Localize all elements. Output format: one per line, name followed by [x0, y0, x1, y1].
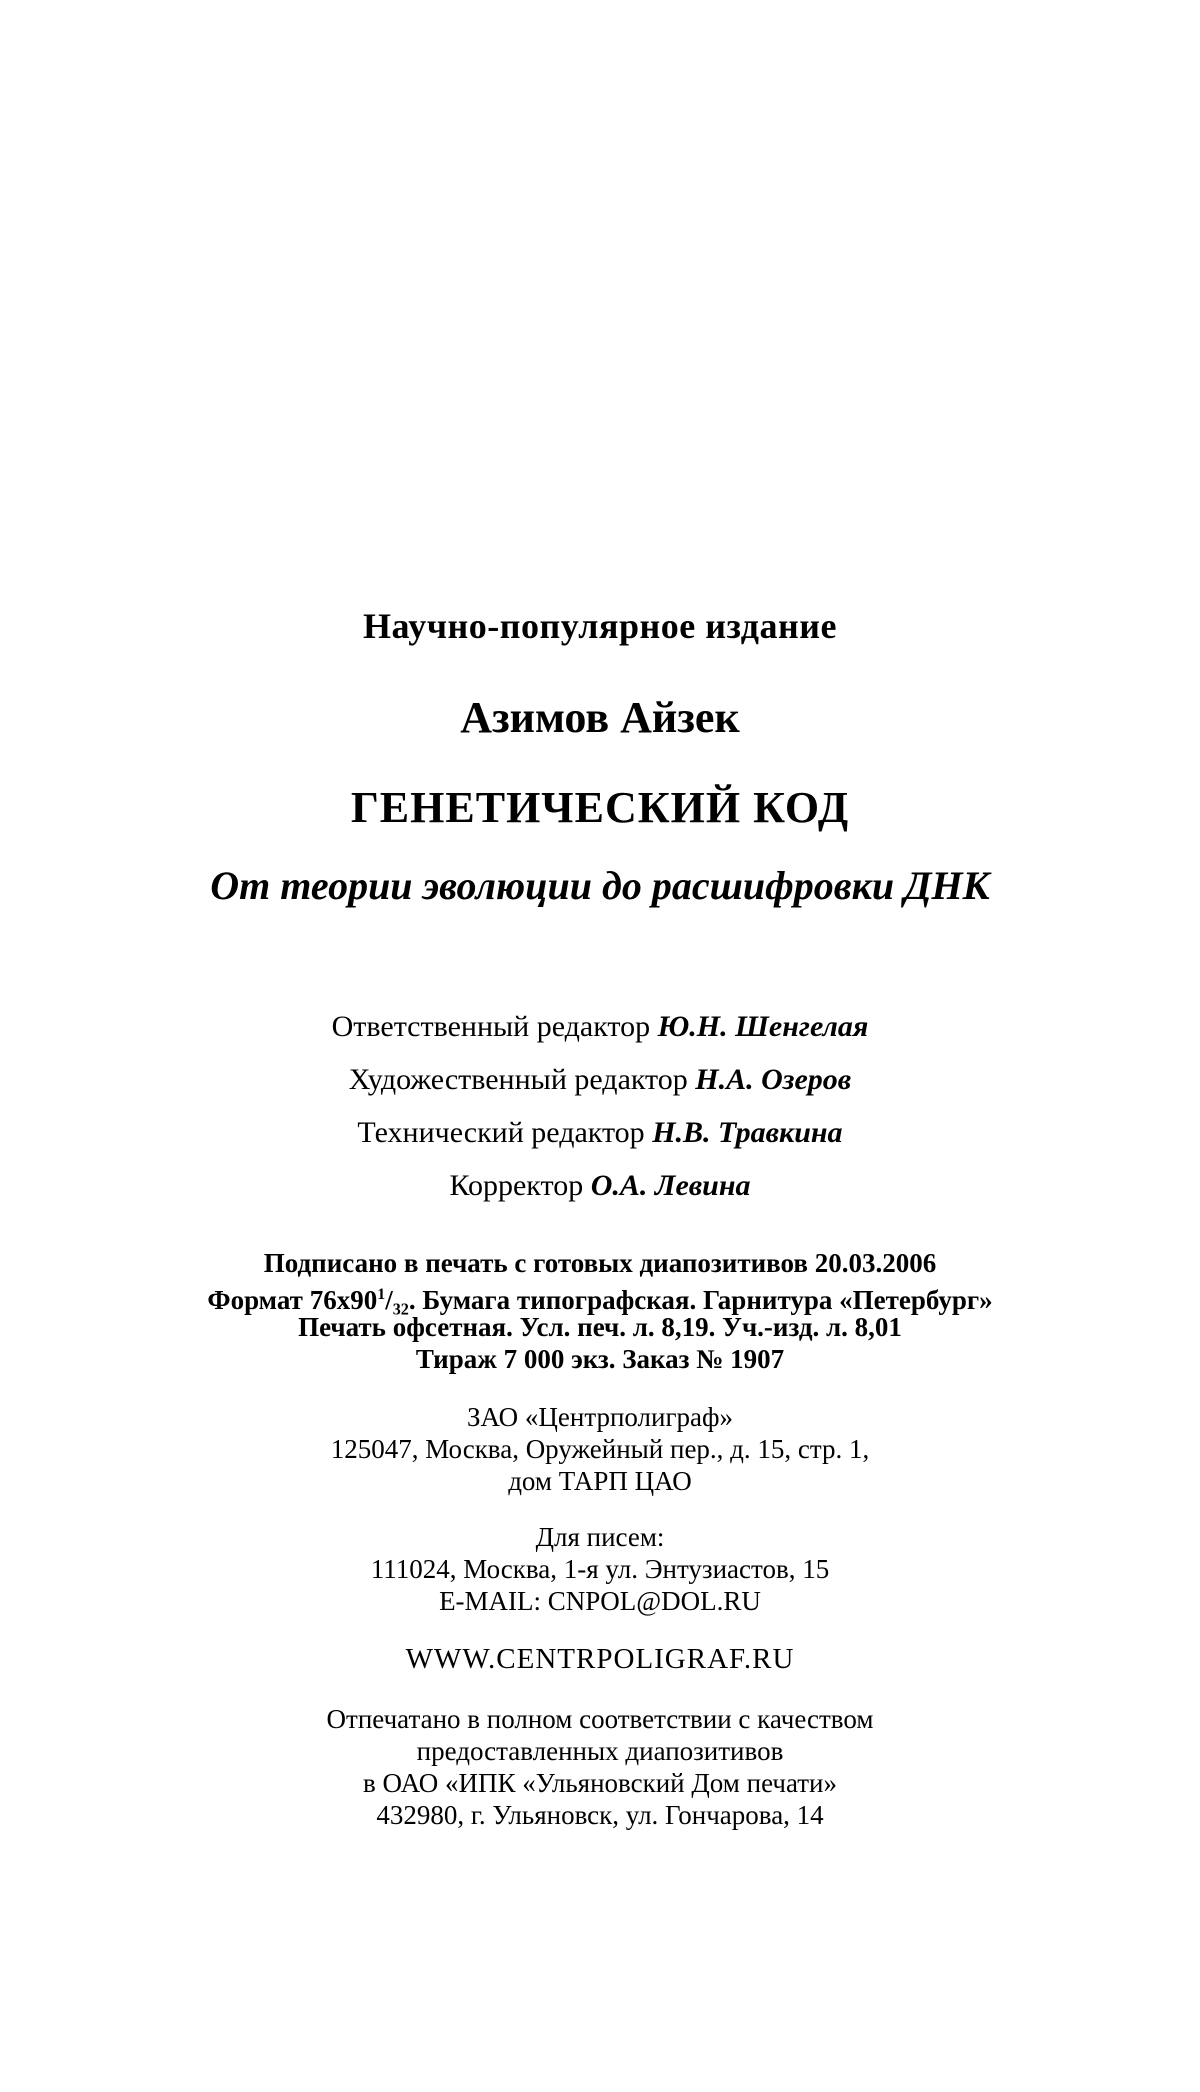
credit-role: Корректор	[449, 1169, 584, 1202]
website-url: WWW.CENTRPOLIGRAF.RU	[405, 1643, 795, 1675]
publisher-address: 125047, Москва, Оружейный пер., д. 15, стр. 1,	[330, 1434, 870, 1464]
credit-line	[0, 1169, 1200, 1203]
book-title: ГЕНЕТИЧЕСКИЙ КОД	[350, 783, 850, 832]
imprint-run: Тираж 7 000 экз. Заказ № 1907	[415, 1344, 785, 1374]
printer-address: 432980, г. Ульяновск, ул. Гончарова, 14	[376, 1800, 824, 1830]
publisher-building: дом ТАРП ЦАО	[508, 1466, 692, 1496]
printer-line: Отпечатано в полном соответствии с качеством	[326, 1704, 874, 1734]
book-subtitle: От теории эволюции до расшифровки ДНК	[210, 863, 990, 908]
mail-email: E-MAIL: CNPOL@DOL.RU	[439, 1586, 761, 1616]
format-fraction: 1	[377, 1286, 386, 1303]
printer-line: в ОАО «ИПК «Ульяновский Дом печати»	[363, 1768, 837, 1798]
credit-line	[0, 1063, 1200, 1097]
credit-name: Н.В. Травкина	[652, 1116, 843, 1149]
credit-line	[0, 1010, 1200, 1044]
imprint-format	[0, 1280, 1200, 1315]
credit-name: О.А. Левина	[590, 1169, 751, 1202]
credit-line	[0, 1116, 1200, 1150]
format-prefix: Формат 76x90	[207, 1285, 378, 1315]
credit-name: Н.А. Озеров	[695, 1063, 852, 1096]
publisher-name: ЗАО «Центрполиграф»	[466, 1402, 734, 1432]
printer-line: предоставленных диапозитивов	[416, 1736, 784, 1766]
credit-role: Технический редактор	[357, 1116, 645, 1149]
format-suffix: /₃₂. Бумага типографская. Гарнитура «Петербург»	[385, 1285, 993, 1315]
mail-address: 111024, Москва, 1-я ул. Энтузиастов, 15	[370, 1554, 830, 1584]
credit-role: Ответственный редактор	[331, 1010, 651, 1043]
author-name: Азимов Айзек	[460, 693, 740, 742]
credit-role: Художественный редактор	[348, 1063, 688, 1096]
imprint-signed: Подписано в печать с готовых диапозитивов 20.03.2006	[263, 1248, 937, 1278]
imprint-print-type: Печать офсетная. Усл. печ. л. 8,19. Уч.-изд. л. 8,01	[298, 1312, 902, 1342]
genre-label: Научно-популярное издание	[363, 606, 837, 646]
mail-label: Для писем:	[535, 1522, 665, 1552]
credit-name: Ю.Н. Шенгелая	[657, 1010, 869, 1043]
